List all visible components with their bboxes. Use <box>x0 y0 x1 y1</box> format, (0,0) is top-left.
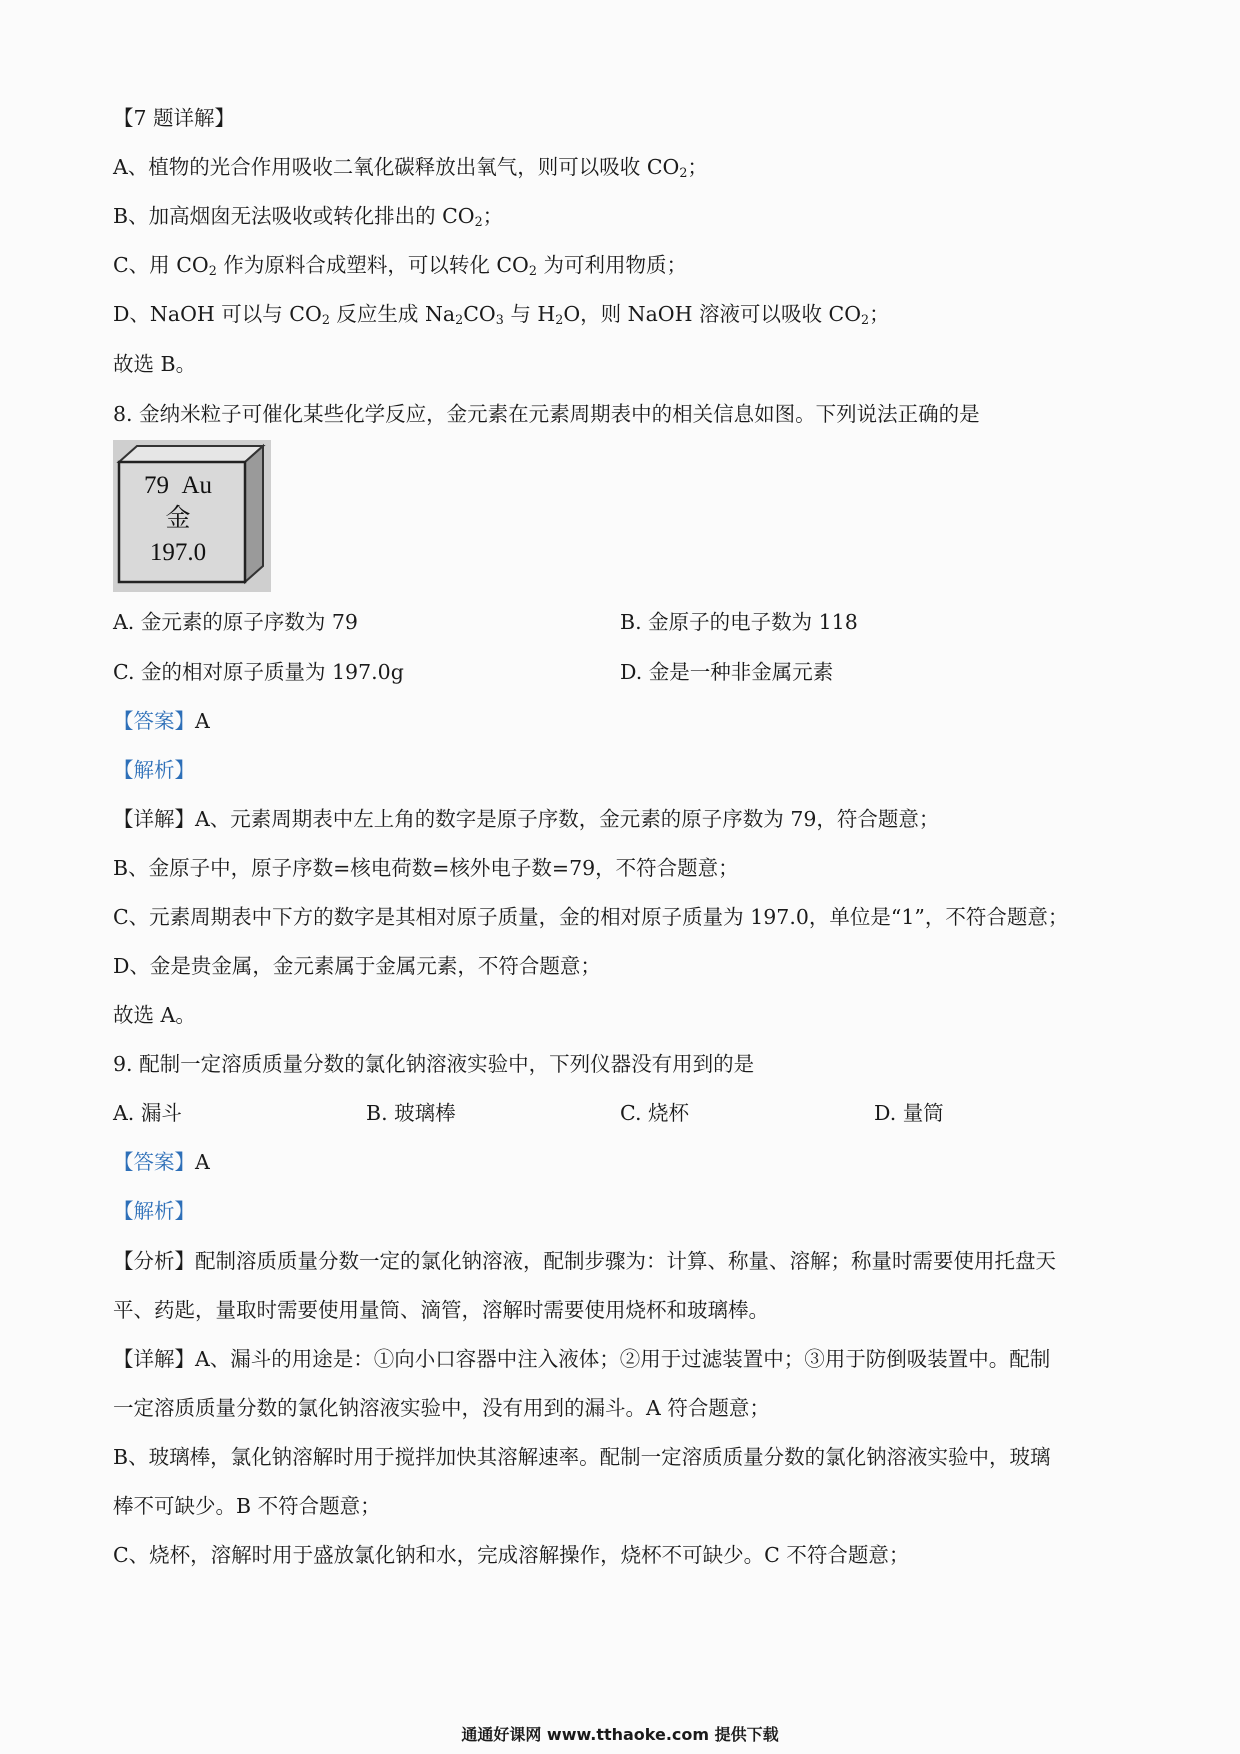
answer-value: A <box>195 709 210 733</box>
atomic-number: 79 <box>143 472 169 499</box>
q9-detail-a-line1 <box>113 1345 1050 1373</box>
q9-analysis-label: 【解析】 <box>113 1199 195 1223</box>
subscript: 2 <box>861 312 870 328</box>
q7-option-d <box>113 300 890 328</box>
q7-option-b <box>113 202 503 230</box>
q9-detail-c: C、烧杯，溶解时用于盛放氯化钠和水，完成溶解操作，烧杯不可缺少。C 不符合题意； <box>113 1543 910 1567</box>
q8-option-a: A. 金元素的原子序数为 79 <box>113 610 358 634</box>
text-run: 为可利用物质； <box>536 253 687 277</box>
element-symbol: Au <box>181 472 213 499</box>
q9-answer <box>113 1148 210 1176</box>
q8-analysis-label: 【解析】 <box>113 758 195 782</box>
q9-detail-b-line1: B、玻璃棒，氯化钠溶解时用于搅拌加快其溶解速率。配制一定溶质质量分数的氯化钠溶液实验中，玻璃 <box>113 1445 1051 1469</box>
detail-text: A、漏斗的用途是：①向小口容器中注入液体；②用于过滤装置中；③用于防倒吸装置中。配制 <box>195 1347 1051 1371</box>
q9-option-b: B. 玻璃棒 <box>366 1101 456 1125</box>
subscript: 2 <box>555 312 564 328</box>
q8-conclusion: 故选 A。 <box>113 1003 196 1027</box>
q9-option-a: A. 漏斗 <box>113 1101 182 1125</box>
subscript: 2 <box>528 263 537 279</box>
text-run: 与 H <box>503 302 556 326</box>
subscript: 3 <box>495 312 504 328</box>
text-run: A、植物的光合作用吸收二氧化碳释放出氧气，则可以吸收 CO <box>113 155 680 179</box>
q8-detail-c: C、元素周期表中下方的数字是其相对原子质量，金的相对原子质量为 197.0，单位是“1”，不符合题意； <box>113 905 1069 929</box>
answer-value: A <box>195 1150 210 1174</box>
subscript: 2 <box>455 312 464 328</box>
element-name: 金 <box>165 505 191 532</box>
text-run: ； <box>482 204 504 228</box>
text-run: O，则 NaOH 溶液可以吸收 CO <box>563 302 862 326</box>
q8-stem: 8. 金纳米粒子可催化某些化学反应，金元素在元素周期表中的相关信息如图。下列说法正确的是 <box>113 402 980 426</box>
text-run: D、NaOH 可以与 CO <box>113 302 322 326</box>
atomic-mass: 197.0 <box>149 539 207 566</box>
q9-fenxi-line2: 平、药匙，量取时需要使用量筒、滴管，溶解时需要使用烧杯和玻璃棒。 <box>113 1298 769 1322</box>
detail-text: A、元素周期表中左上角的数字是原子序数，金元素的原子序数为 79，符合题意； <box>195 807 940 831</box>
answer-label: 【答案】 <box>113 709 195 733</box>
subscript: 2 <box>321 312 330 328</box>
q9-detail-b-line2: 棒不可缺少。B 不符合题意； <box>113 1494 381 1518</box>
element-number-symbol <box>121 470 235 502</box>
element-card-text <box>121 470 235 570</box>
q7-conclusion: 故选 B。 <box>113 352 197 376</box>
text-run: C、用 CO <box>113 253 209 277</box>
q9-fenxi-line1 <box>113 1247 1056 1275</box>
q7-option-c <box>113 251 687 279</box>
answer-label: 【答案】 <box>113 1150 195 1174</box>
q8-detail-b: B、金原子中，原子序数=核电荷数=核外电子数=79，不符合题意； <box>113 856 739 880</box>
fenxi-text: 配制溶质质量分数一定的氯化钠溶液，配制步骤为：计算、称量、溶解；称量时需要使用托盘天 <box>195 1249 1056 1273</box>
q8-option-b: B. 金原子的电子数为 118 <box>620 610 858 634</box>
q9-stem: 9. 配制一定溶质质量分数的氯化钠溶液实验中，下列仪器没有用到的是 <box>113 1052 755 1076</box>
text-run: 反应生成 Na <box>329 302 456 326</box>
subscript: 2 <box>474 214 483 230</box>
text-run: CO <box>463 302 496 326</box>
q9-detail-a-line2: 一定溶质质量分数的氯化钠溶液实验中，没有用到的漏斗。A 符合题意； <box>113 1396 770 1420</box>
detail-label: 【详解】 <box>113 1347 195 1371</box>
q7-heading: 【7 题详解】 <box>113 106 236 130</box>
q9-option-d: D. 量筒 <box>874 1101 944 1125</box>
q8-option-d: D. 金是一种非金属元素 <box>620 660 834 684</box>
periodic-element-card <box>113 440 271 592</box>
text-run: 作为原料合成塑料，可以转化 CO <box>216 253 529 277</box>
text-run: ； <box>869 302 890 326</box>
text-run: B、加高烟囱无法吸收或转化排出的 CO <box>113 204 475 228</box>
page-footer: 通通好课网 www.tthaoke.com 提供下载 <box>461 1725 779 1744</box>
subscript: 2 <box>679 165 688 181</box>
q8-detail-d: D、金是贵金属，金元素属于金属元素，不符合题意； <box>113 954 601 978</box>
q9-option-c: C. 烧杯 <box>620 1101 689 1125</box>
detail-label: 【详解】 <box>113 807 195 831</box>
q8-answer <box>113 707 210 735</box>
q8-option-c: C. 金的相对原子质量为 197.0g <box>113 660 404 684</box>
fenxi-label: 【分析】 <box>113 1249 195 1273</box>
subscript: 2 <box>208 263 217 279</box>
text-run: ； <box>687 155 708 179</box>
q8-detail-a <box>113 805 939 833</box>
q7-option-a <box>113 153 708 181</box>
